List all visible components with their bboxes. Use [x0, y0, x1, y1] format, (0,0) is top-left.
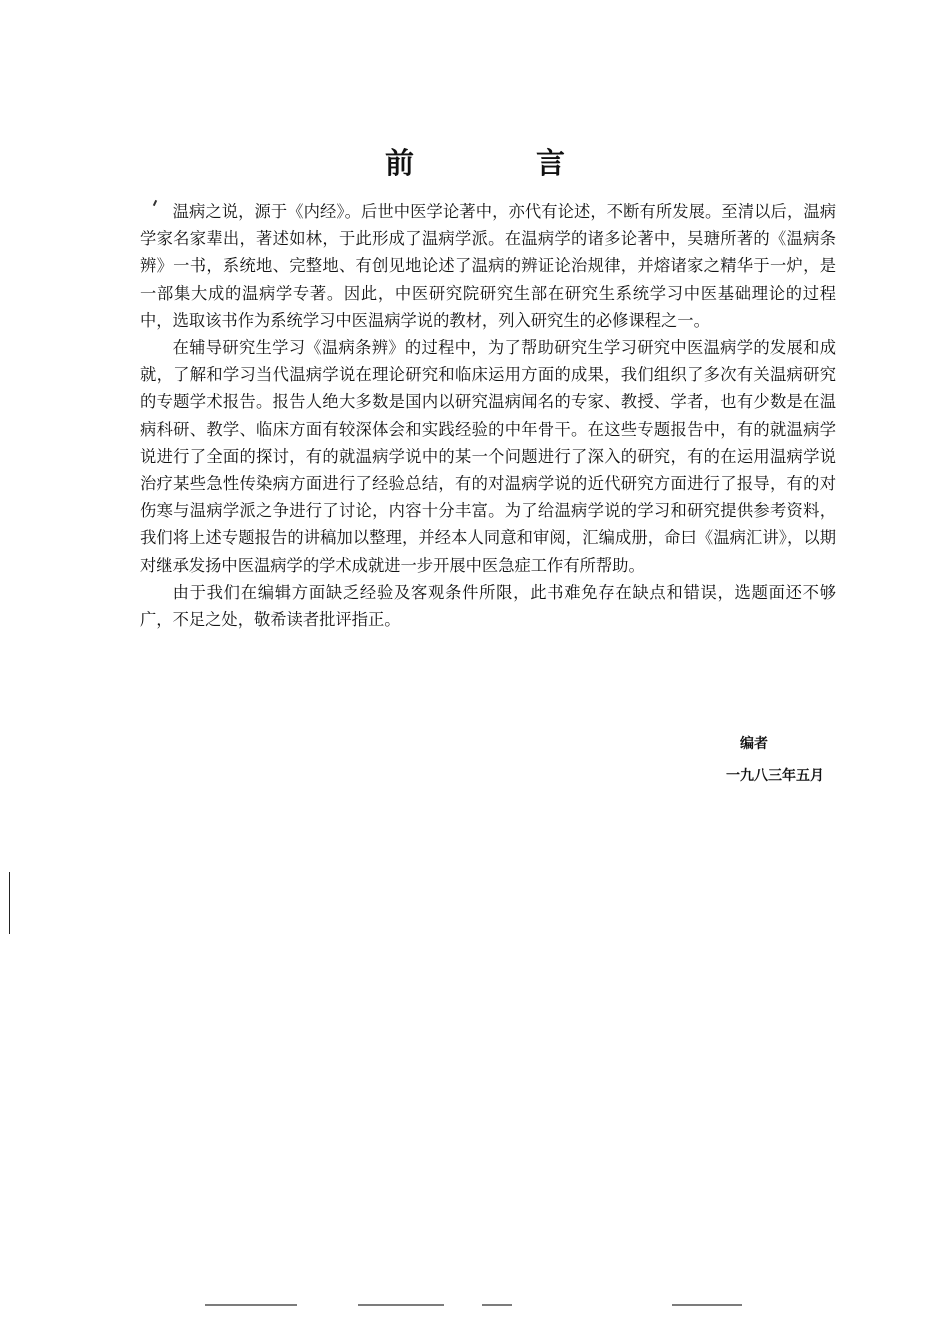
signature-author: 编者: [740, 736, 768, 752]
page-title: 前 言: [384, 146, 622, 180]
signature-date: 一九八三年五月: [726, 768, 824, 784]
scan-margin-line: [9, 872, 10, 934]
scan-bottom-smudge: [205, 1304, 297, 1306]
paragraph-2: 在辅导研究生学习《温病条辨》的过程中，为了帮助研究生学习研究中医温病学的发展和成就，了解和学习当代温病学说在理论研究和临床运用方面的成果，我们组织了多次有关温病研究的专题学术报告。报告人绝大多数是国内以研究温病闻名的专家、教授、学者，也有少数是在温病科研、教学、临床方面有较深体会和实践经验的中年骨干。在这些专题报告中，有的就温病学说进行了全面的探讨，有的就温病学说中的某一个问题进行了深入的研究，有的在运用温病学说治疗某些急性传染病方面进行了经验总结，有的对温病学说的近代研究方面进行了报导，有的对伤寒与温病学派之争进行了讨论，内容十分丰富。为了给温病学说的学习和研究提供参考资料，我们将上述专题报告的讲稿加以整理，并经本人同意和审阅，汇编成册，命曰《温病汇讲》，以期对继承发扬中医温病学的学术成就进一步开展中医急症工作有所帮助。: [140, 338, 836, 575]
scan-bottom-smudge: [482, 1304, 512, 1306]
body-text: [140, 198, 836, 633]
signature-block: [600, 728, 824, 792]
paragraph-3: 由于我们在编辑方面缺乏经验及客观条件所限，此书难免存在缺点和错误，选题面还不够广，不足之处，敬希读者批评指正。: [140, 582, 836, 630]
paragraph-1: 温病之说，源于《内经》。后世中医学论著中，亦代有论述，不断有所发展。至清以后，温病学家名家辈出，著述如林，于此形成了温病学派。在温病学的诸多论著中，吴瑭所著的《温病条辨》一书，系统地、完整地、有创见地论述了温病的辨证论治规律，并熔诸家之精华于一炉，是一部集大成的温病学专著。因此，中医研究院研究生部在研究生系统学习中医基础理论的过程中，选取该书作为系统学习中医温病学说的教材，列入研究生的必修课程之一。: [140, 202, 836, 330]
scan-bottom-smudge: [672, 1304, 742, 1306]
scan-bottom-smudge: [358, 1304, 444, 1306]
